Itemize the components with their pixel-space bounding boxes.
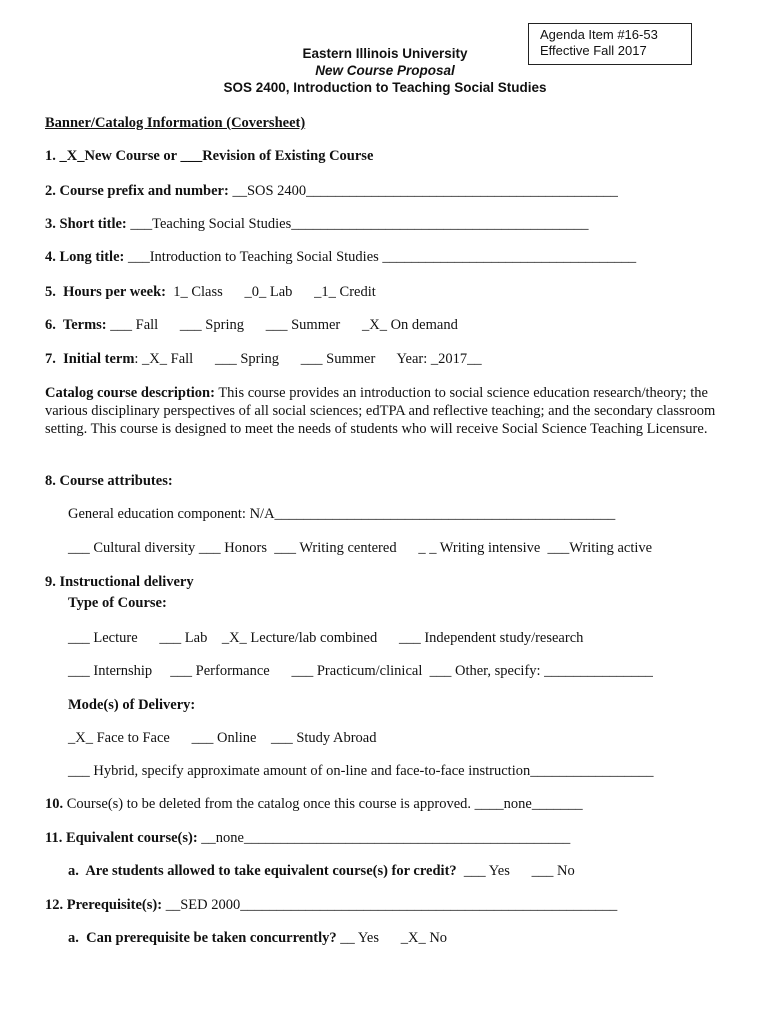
initial-term-label: 7. Initial term bbox=[45, 351, 135, 367]
delivery-mode-row-1: _X_ Face to Face ___ Online ___ Study Abroad bbox=[68, 730, 377, 746]
long-title-value: ___Introduction to Teaching Social Studies ___________________________________ bbox=[124, 249, 637, 265]
agenda-item-number: Agenda Item #16-53 bbox=[540, 27, 658, 42]
type-of-course-row-1: ___ Lecture ___ Lab _X_ Lecture/lab combined ___ Independent study/research bbox=[68, 630, 584, 646]
course-prefix-value: __SOS 2400___________________________________________ bbox=[228, 183, 618, 199]
proposal-subtitle: New Course Proposal bbox=[315, 63, 455, 78]
equivalent-credit-question bbox=[68, 863, 575, 880]
initial-term-value: : _X_ Fall ___ Spring ___ Summer Year: _2017__ bbox=[134, 351, 482, 367]
equivalent-credit-label: a. Are students allowed to take equivalent course(s) for credit? bbox=[68, 863, 457, 879]
item-terms bbox=[45, 317, 458, 334]
instructional-delivery-heading: 9. Instructional delivery bbox=[45, 574, 194, 590]
effective-term: Effective Fall 2017 bbox=[540, 43, 647, 58]
short-title-value: ___Teaching Social Studies_________________________________________ bbox=[126, 216, 589, 232]
short-title-label: 3. Short title: bbox=[45, 216, 127, 232]
equivalent-credit-value: ___ Yes ___ No bbox=[456, 863, 575, 879]
item-new-course: 1. _X_New Course or ___Revision of Existing Course bbox=[45, 148, 374, 164]
university-name: Eastern Illinois University bbox=[302, 46, 468, 61]
delivery-mode-row-2: ___ Hybrid, specify approximate amount of on-line and face-to-face instruction_________________ bbox=[68, 763, 654, 779]
gen-ed-component: General education component: N/A_______________________________________________ bbox=[68, 506, 616, 522]
item-initial-term bbox=[45, 351, 482, 368]
hours-value: 1_ Class _0_ Lab _1_ Credit bbox=[165, 284, 376, 300]
course-heading: SOS 2400, Introduction to Teaching Social Studies bbox=[223, 80, 547, 95]
item-equivalent-courses bbox=[45, 830, 570, 847]
type-of-course-row-2: ___ Internship ___ Performance ___ Practicum/clinical ___ Other, specify: _______________ bbox=[68, 663, 653, 679]
equivalent-courses-value: __none_____________________________________________ bbox=[197, 830, 571, 846]
prerequisite-concurrent-value: __ Yes _X_ No bbox=[336, 930, 448, 946]
catalog-description-text: This course provides an introduction to social science education research/theory; the various disciplinary perspectives of all social sciences; edTPA and reflective teaching; and the secondary classroom setting. This course is designed to meet the needs of students who will receive Social Science Teaching Licensure. bbox=[45, 385, 716, 437]
course-attributes-heading: 8. Course attributes: bbox=[45, 473, 173, 489]
item-hours-per-week bbox=[45, 284, 376, 301]
item-long-title bbox=[45, 249, 636, 266]
delivery-mode-label: Mode(s) of Delivery: bbox=[68, 697, 196, 713]
item-short-title bbox=[45, 216, 589, 233]
section-title: Banner/Catalog Information (Coversheet) bbox=[45, 115, 306, 131]
terms-value: ___ Fall ___ Spring ___ Summer _X_ On demand bbox=[106, 317, 458, 333]
prerequisite-concurrent-label: a. Can prerequisite be taken concurrently? bbox=[68, 930, 337, 946]
prerequisites-value: __SED 2000____________________________________________________ bbox=[162, 897, 618, 913]
item-courses-deleted bbox=[45, 796, 583, 813]
terms-label: 6. Terms: bbox=[45, 317, 107, 333]
hours-label: 5. Hours per week: bbox=[45, 284, 166, 300]
item-prerequisites bbox=[45, 897, 617, 914]
item-course-prefix bbox=[45, 183, 618, 200]
courses-deleted-value: Course(s) to be deleted from the catalog once this course is approved. ____none_______ bbox=[63, 796, 583, 812]
prerequisites-label: 12. Prerequisite(s): bbox=[45, 897, 163, 913]
equivalent-courses-label: 11. Equivalent course(s): bbox=[45, 830, 198, 846]
catalog-description bbox=[45, 384, 735, 438]
prerequisite-concurrent-question bbox=[68, 930, 447, 947]
type-of-course-label: Type of Course: bbox=[68, 595, 167, 611]
catalog-description-label: Catalog course description: bbox=[45, 385, 215, 401]
course-attribute-options: ___ Cultural diversity ___ Honors ___ Writing centered _ _ Writing intensive ___Writing active bbox=[68, 540, 653, 556]
course-prefix-label: 2. Course prefix and number: bbox=[45, 183, 229, 199]
courses-deleted-label: 10. bbox=[45, 796, 64, 812]
long-title-label: 4. Long title: bbox=[45, 249, 125, 265]
